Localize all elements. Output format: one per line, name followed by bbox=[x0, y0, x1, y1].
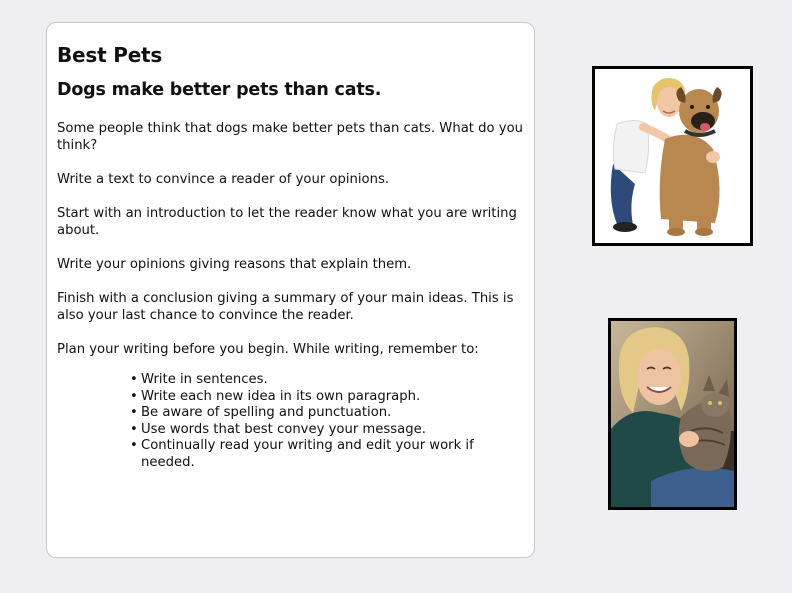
page-title: Best Pets bbox=[57, 43, 163, 67]
woman-with-dog-photo bbox=[592, 66, 753, 246]
list-item: • Be aware of spelling and punctuation. bbox=[130, 405, 486, 422]
writing-prompt-card bbox=[46, 22, 535, 558]
paragraph-introduction: Start with an introduction to let the reader know what you are writing about. bbox=[57, 206, 517, 238]
paragraph-conclusion: Finish with a conclusion giving a summary of your main ideas. This is also your last chance to convince the reader. bbox=[57, 291, 514, 323]
prompt-subtitle: Dogs make better pets than cats. bbox=[57, 80, 382, 100]
paragraph-task: Write a text to convince a reader of your opinions. bbox=[57, 172, 390, 187]
paragraph-question: Some people think that dogs make better pets than cats. What do you think? bbox=[57, 121, 523, 153]
list-item: • Use words that best convey your message. bbox=[130, 422, 486, 439]
list-item: • Write in sentences. bbox=[130, 372, 486, 389]
paragraph-opinions: Write your opinions giving reasons that explain them. bbox=[57, 257, 412, 272]
paragraph-plan: Plan your writing before you begin. While writing, remember to: bbox=[57, 342, 479, 357]
reminder-list bbox=[57, 372, 524, 472]
woman-with-dog-image bbox=[595, 69, 750, 243]
list-item: • Write each new idea in its own paragraph. bbox=[130, 389, 486, 406]
woman-with-cat-photo bbox=[608, 318, 737, 510]
list-item: • Continually read your writing and edit your work if needed. bbox=[130, 438, 486, 471]
woman-with-cat-image bbox=[611, 321, 734, 507]
